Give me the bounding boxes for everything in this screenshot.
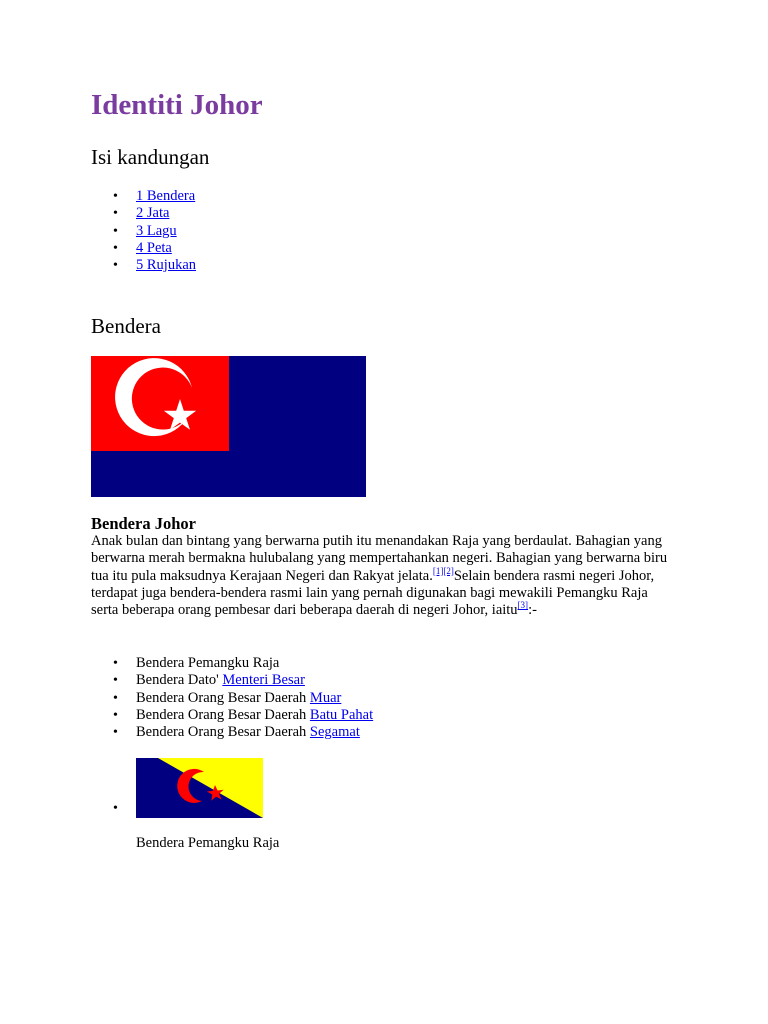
list-item-text: Bendera Orang Besar Daerah <box>136 689 310 706</box>
flag-description <box>91 533 671 619</box>
list-item <box>91 655 373 672</box>
toc-item <box>91 205 196 222</box>
toc-link-bendera[interactable]: 1 Bendera <box>136 188 196 204</box>
para-text-3: :- <box>528 602 537 619</box>
toc-item <box>91 240 196 257</box>
para-text-1: Anak bulan dan bintang yang berwarna putih itu menandakan Raja yang berdaulat. Bahagian yang berwarna merah bermakna hulubalang yang mempertahankan negeri. Bahagian yang berwarna biru tua itu pula maksudnya Kerajaan Negeri dan Rakyat jelata. <box>91 533 668 584</box>
toc-item <box>91 223 196 240</box>
list-item-text: Bendera Dato' <box>136 672 223 689</box>
toc-item <box>91 188 196 205</box>
link-muar[interactable]: Muar <box>309 689 342 706</box>
list-item <box>91 724 373 741</box>
bullet-icon: • <box>113 801 118 816</box>
ref-link-1[interactable]: [1] <box>432 565 444 576</box>
list-item-text: Bendera Orang Besar Daerah <box>136 724 310 741</box>
toc-link-rujukan[interactable]: 5 Rujukan <box>136 257 197 274</box>
link-menteri-besar[interactable]: Menteri Besar <box>222 672 305 689</box>
ref-link-3[interactable]: [3] <box>517 600 529 611</box>
list-item <box>91 672 373 689</box>
page-title: Identiti Johor <box>91 89 263 121</box>
toc-title: Isi kandungan <box>91 145 210 169</box>
list-item <box>91 707 373 724</box>
section-title: Bendera <box>91 314 161 338</box>
list-item <box>91 690 373 707</box>
toc-list <box>91 188 196 274</box>
toc-link-peta[interactable]: 4 Peta <box>136 239 172 256</box>
toc-item <box>91 257 196 274</box>
johor-flag-image <box>91 356 366 497</box>
regent-flag-item <box>91 758 391 858</box>
link-segamat[interactable]: Segamat <box>309 724 360 741</box>
flag-subtitle: Bendera Johor <box>91 514 196 533</box>
list-item-text: Bendera Pemangku Raja <box>136 655 280 671</box>
toc-link-lagu[interactable]: 3 Lagu <box>136 222 177 239</box>
list-item-text: Bendera Orang Besar Daerah <box>136 706 310 723</box>
toc-link-jata[interactable]: 2 Jata <box>136 205 170 222</box>
regent-flag-image <box>136 758 263 818</box>
link-batu-pahat[interactable]: Batu Pahat <box>309 706 374 723</box>
ref-link-2[interactable]: [2] <box>443 565 454 576</box>
regent-flag-caption: Bendera Pemangku Raja <box>136 835 280 851</box>
flag-list <box>91 655 373 741</box>
para-text-2: Selain bendera rasmi negeri Johor, terdapat juga bendera-bendera rasmi lain yang pernah digunakan bagi mewakili Pemangku Raja serta beberapa orang pembesar dari beberapa daerah di negeri Johor, iaitu <box>91 567 655 619</box>
